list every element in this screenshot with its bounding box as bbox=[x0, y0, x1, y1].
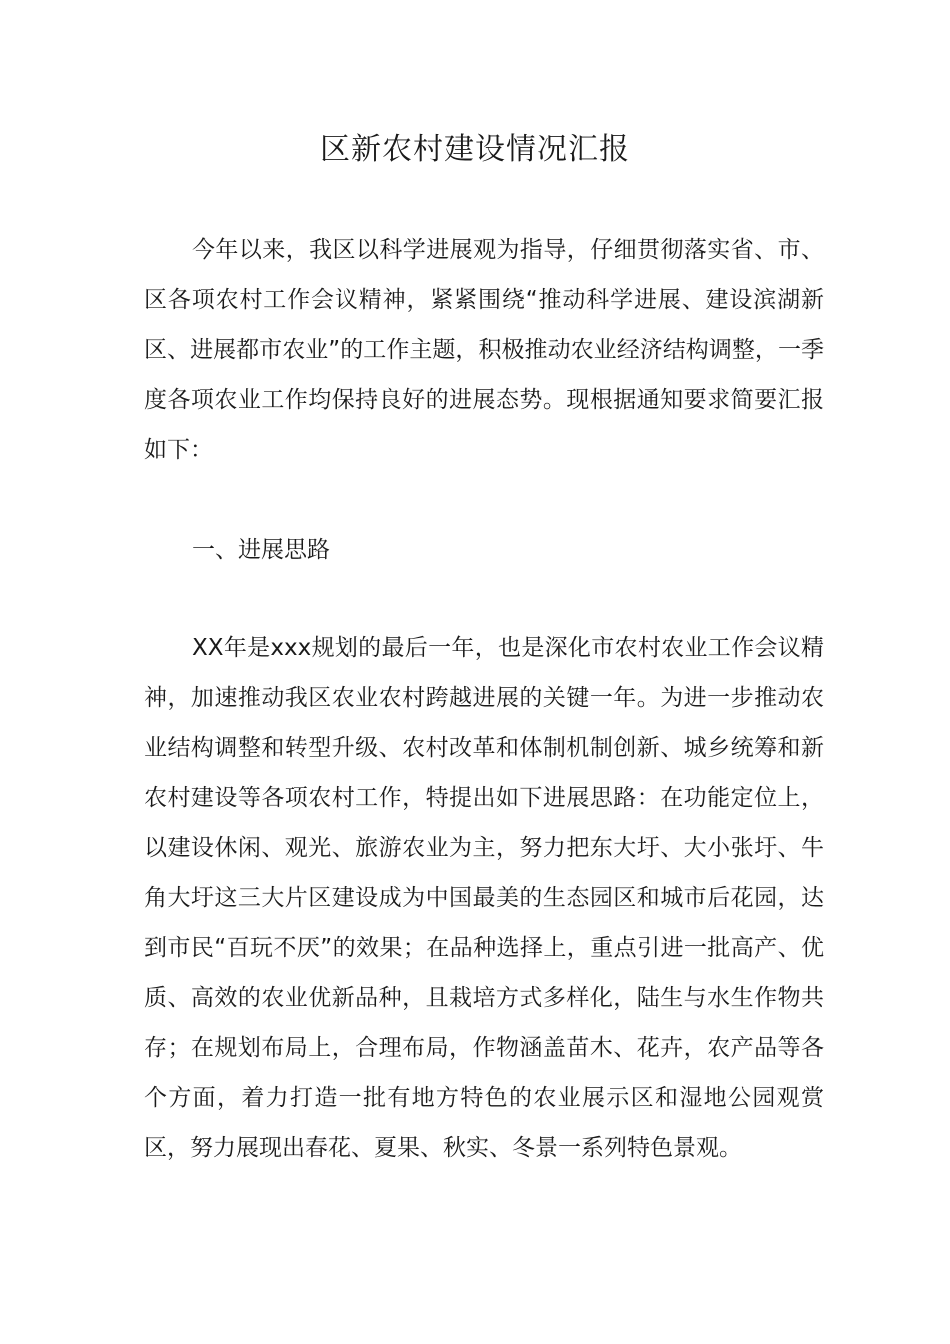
document-title: 区新农村建设情况汇报 bbox=[320, 132, 630, 167]
section-body-paragraph: XX年是xxx规划的最后一年，也是深化市农村农业工作会议精神，加速推动我区农业农村跨越进展的关键一年。为进一步推动农业结构调整和转型升级、农村改革和体制机制创新、城乡统筹和新农村建设等各项农村工作，特提出如下进展思路：在功能定位上，以建设休闲、观光、旅游农业为主，努力把东大圩、大小张圩、牛角大圩这三大片区建设成为中国最美的生态园区和城市后花园，达到市民“百玩不厌”的效果；在品种选择上，重点引进一批高产、优质、高效的农业优新品种，且栽培方式多样化，陆生与水生作物共存；在规划布局上，合理布局，作物涵盖苗木、花卉，农产品等各个方面，着力打造一批有地方特色的农业展示区和湿地公园观赏区，努力展现出春花、夏果、秋实、冬景一系列特色景观。 bbox=[144, 635, 824, 1161]
intro-paragraph: 今年以来，我区以科学进展观为指导，仔细贯彻落实省、市、区各项农村工作会议精神，紧紧围绕“推动科学进展、建设滨湖新区、进展都市农业”的工作主题，积极推动农业经济结构调整，一季度各项农业工作均保持良好的进展态势。现根据通知要求简要汇报如下： bbox=[144, 237, 824, 463]
section-heading: 一、进展思路 bbox=[192, 537, 330, 563]
